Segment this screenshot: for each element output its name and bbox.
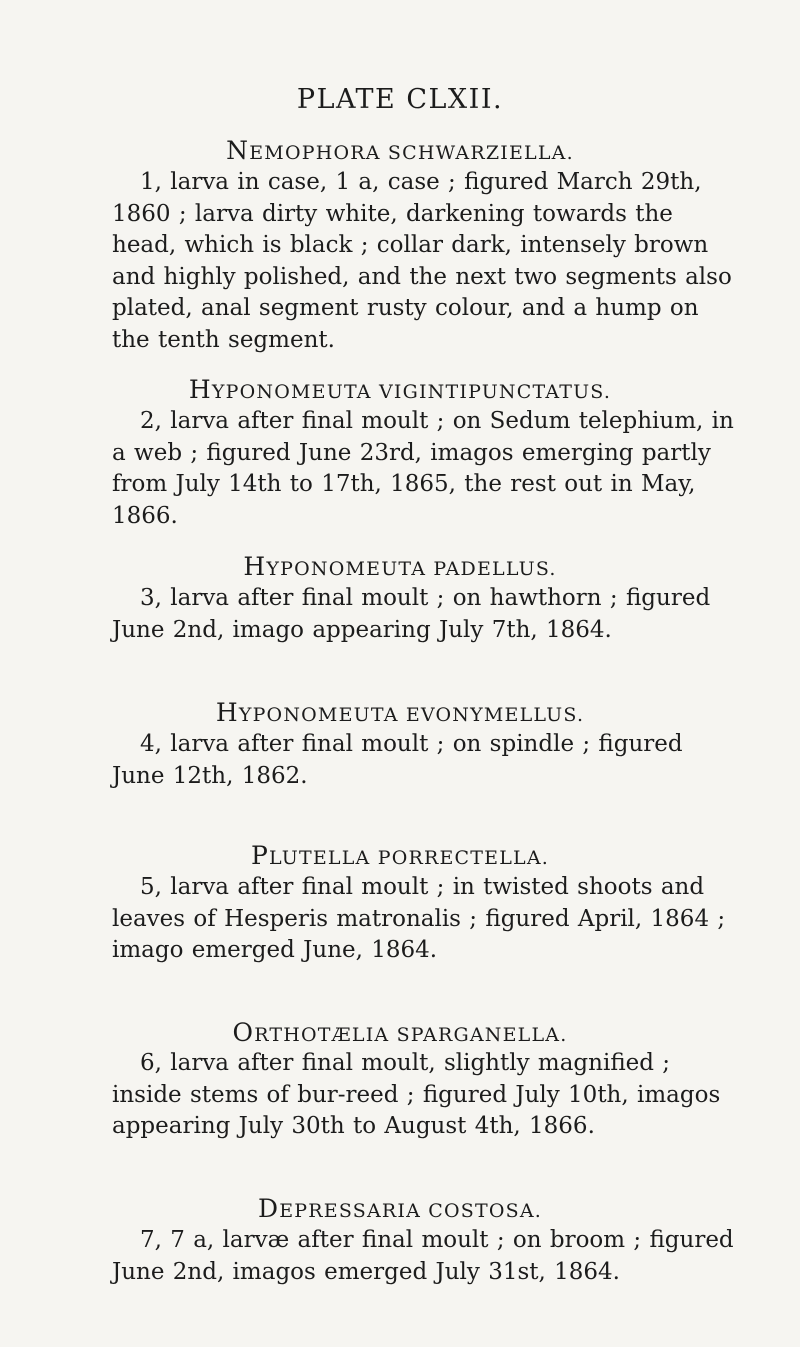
species-heading-depressaria: DEPRESSARIA COSTOSA. — [257, 1194, 543, 1223]
species-heading-hyponomeuta-padellus: HYPONOMEUTA PADELLUS. — [243, 552, 557, 581]
species-heading-orthotaelia: ORTHOTÆLIA SPARGANELLA. — [232, 1018, 568, 1047]
entry-text-7: 7, 7 a, larvæ after final moult ; on broom ; figured June 2nd, imagos emerged July 31st, 1864. — [112, 1227, 734, 1285]
entry-text-4: 4, larva after final moult ; on spindle ; figured June 12th, 1862. — [112, 731, 683, 789]
species-heading-hyponomeuta-vigintipunctatus: HYPONOMEUTA VIGINTIPUNCTATUS. — [188, 375, 612, 404]
species-heading-plutella: PLUTELLA PORRECTELLA. — [250, 841, 550, 870]
entry-text-6: 6, larva after final moult, slightly magnified ; inside stems of bur-reed ; figured July 10th, imagos appearing July 30th to August 4th, 1866. — [112, 1050, 721, 1139]
species-heading-hyponomeuta-evonymellus: HYPONOMEUTA EVONYMELLUS. — [215, 698, 585, 727]
plate-title: PLATE CLXII. — [296, 84, 504, 115]
entry-text-2: 2, larva after final moult ; on Sedum telephium, in a web ; figured June 23rd, imagos emerging partly from July 14th to 17th, 1865, the rest out in May, 1866. — [112, 408, 734, 529]
entry-text-1: 1, larva in case, 1 a, case ; figured March 29th, 1860 ; larva dirty white, darkening towards the head, which is black ; collar dark, intensely brown and highly polished, and the next two segments also plated, anal segment rusty colour, and a hump on the tenth segment. — [112, 169, 732, 353]
entry-text-5: 5, larva after final moult ; in twisted shoots and leaves of Hesperis matronalis ; figured April, 1864 ; imago emerged June, 1864. — [112, 874, 726, 963]
species-heading-nemophora: NEMOPHORA SCHWARZIELLA. — [226, 136, 574, 165]
entry-text-3: 3, larva after final moult ; on hawthorn ; figured June 2nd, imago appearing July 7th, 1864. — [112, 585, 711, 643]
